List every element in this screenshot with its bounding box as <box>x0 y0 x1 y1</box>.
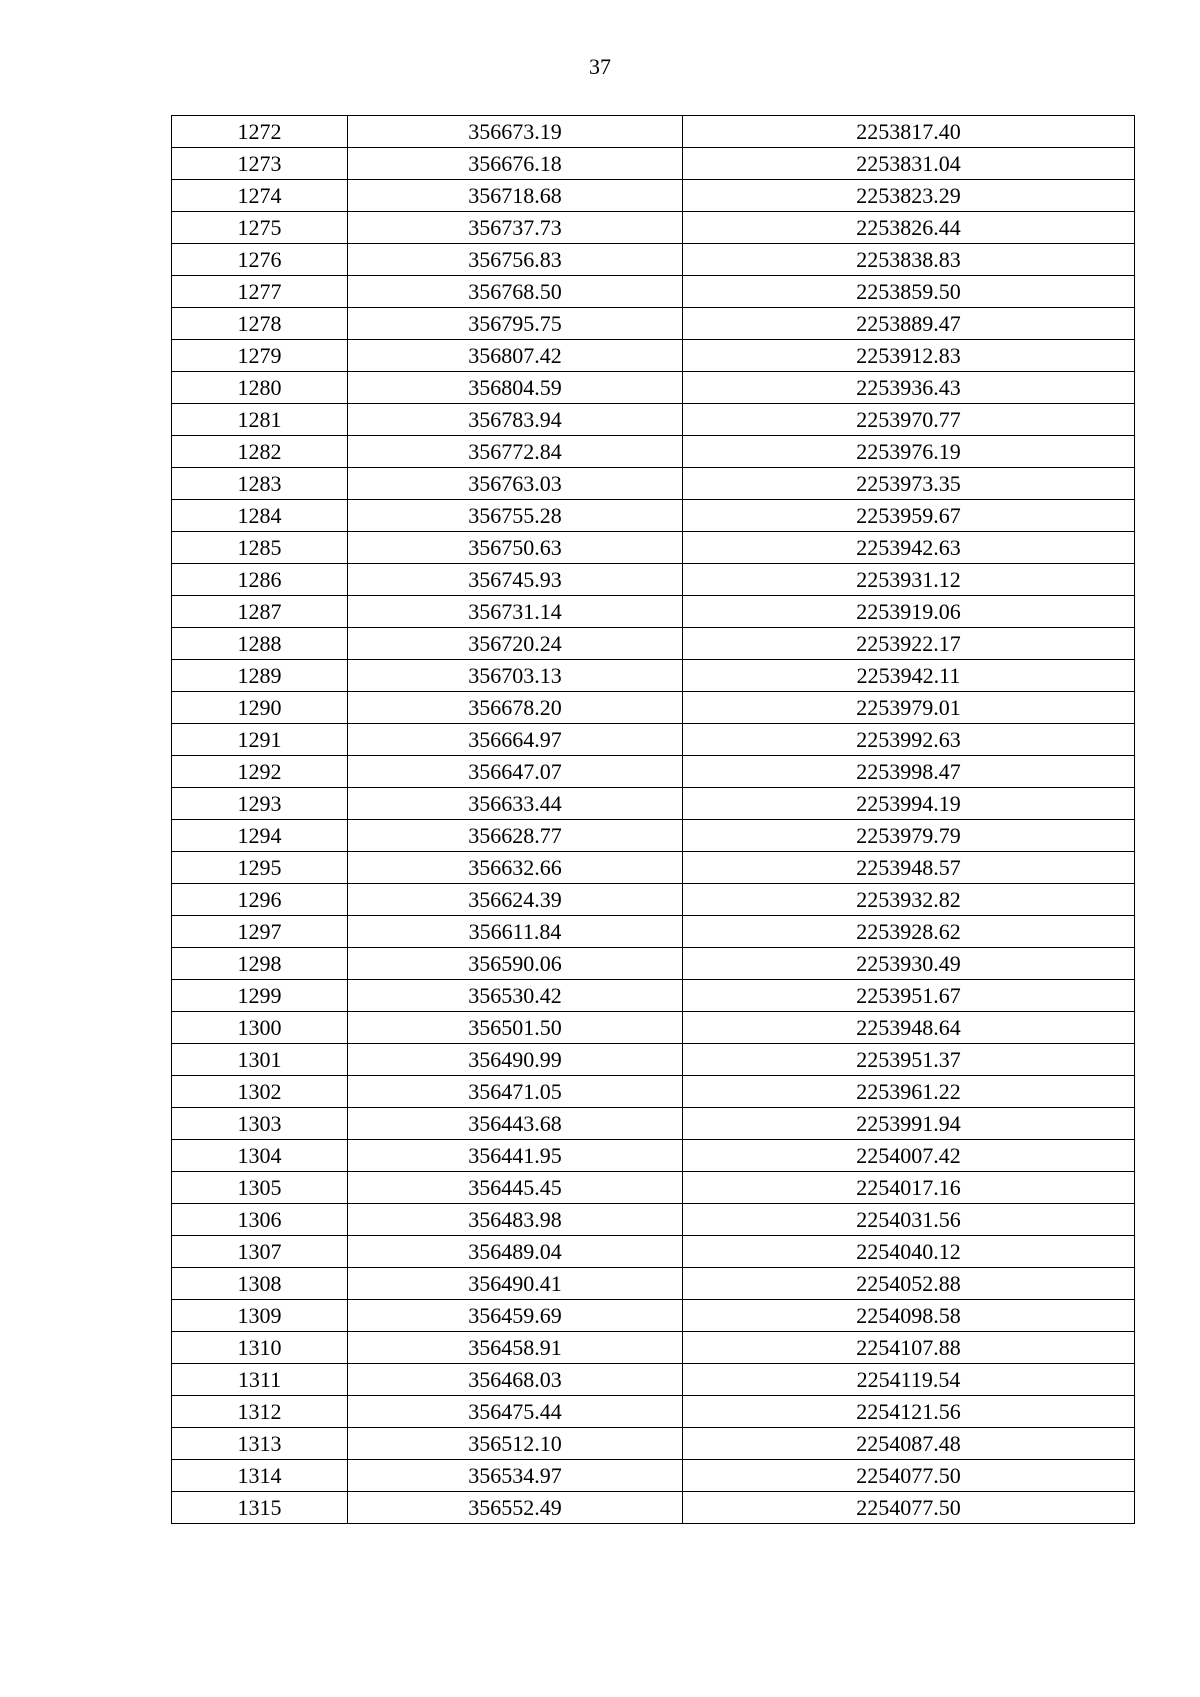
point-number-cell: 1296 <box>172 884 348 916</box>
x-coordinate-cell: 356737.73 <box>348 212 683 244</box>
table-row <box>172 980 1135 1012</box>
table-row <box>172 1428 1135 1460</box>
x-coordinate-cell: 356512.10 <box>348 1428 683 1460</box>
table-row <box>172 820 1135 852</box>
x-coordinate-cell: 356490.41 <box>348 1268 683 1300</box>
table-row <box>172 468 1135 500</box>
table-row <box>172 148 1135 180</box>
y-coordinate-cell: 2253951.67 <box>683 980 1135 1012</box>
point-number-cell: 1300 <box>172 1012 348 1044</box>
point-number-cell: 1297 <box>172 916 348 948</box>
y-coordinate-cell: 2254031.56 <box>683 1204 1135 1236</box>
x-coordinate-cell: 356756.83 <box>348 244 683 276</box>
x-coordinate-cell: 356750.63 <box>348 532 683 564</box>
table-row <box>172 1364 1135 1396</box>
table-row <box>172 724 1135 756</box>
table-row <box>172 628 1135 660</box>
x-coordinate-cell: 356445.45 <box>348 1172 683 1204</box>
table-row <box>172 276 1135 308</box>
x-coordinate-cell: 356664.97 <box>348 724 683 756</box>
x-coordinate-cell: 356501.50 <box>348 1012 683 1044</box>
x-coordinate-cell: 356534.97 <box>348 1460 683 1492</box>
y-coordinate-cell: 2254007.42 <box>683 1140 1135 1172</box>
table-row <box>172 1140 1135 1172</box>
y-coordinate-cell: 2253859.50 <box>683 276 1135 308</box>
x-coordinate-cell: 356795.75 <box>348 308 683 340</box>
point-number-cell: 1276 <box>172 244 348 276</box>
y-coordinate-cell: 2253936.43 <box>683 372 1135 404</box>
table-row <box>172 916 1135 948</box>
y-coordinate-cell: 2253932.82 <box>683 884 1135 916</box>
y-coordinate-cell: 2253951.37 <box>683 1044 1135 1076</box>
x-coordinate-cell: 356458.91 <box>348 1332 683 1364</box>
point-number-cell: 1315 <box>172 1492 348 1524</box>
point-number-cell: 1290 <box>172 692 348 724</box>
x-coordinate-cell: 356718.68 <box>348 180 683 212</box>
x-coordinate-cell: 356552.49 <box>348 1492 683 1524</box>
table-row <box>172 1460 1135 1492</box>
point-number-cell: 1313 <box>172 1428 348 1460</box>
x-coordinate-cell: 356590.06 <box>348 948 683 980</box>
y-coordinate-cell: 2253826.44 <box>683 212 1135 244</box>
y-coordinate-cell: 2253948.64 <box>683 1012 1135 1044</box>
table-row <box>172 884 1135 916</box>
table-row <box>172 244 1135 276</box>
x-coordinate-cell: 356703.13 <box>348 660 683 692</box>
page-number: 37 <box>589 54 611 79</box>
x-coordinate-cell: 356490.99 <box>348 1044 683 1076</box>
x-coordinate-cell: 356441.95 <box>348 1140 683 1172</box>
y-coordinate-cell: 2253994.19 <box>683 788 1135 820</box>
x-coordinate-cell: 356489.04 <box>348 1236 683 1268</box>
table-row <box>172 404 1135 436</box>
x-coordinate-cell: 356678.20 <box>348 692 683 724</box>
point-number-cell: 1283 <box>172 468 348 500</box>
x-coordinate-cell: 356676.18 <box>348 148 683 180</box>
x-coordinate-cell: 356624.39 <box>348 884 683 916</box>
point-number-cell: 1285 <box>172 532 348 564</box>
y-coordinate-cell: 2254087.48 <box>683 1428 1135 1460</box>
y-coordinate-cell: 2254077.50 <box>683 1460 1135 1492</box>
y-coordinate-cell: 2253976.19 <box>683 436 1135 468</box>
y-coordinate-cell: 2253998.47 <box>683 756 1135 788</box>
point-number-cell: 1314 <box>172 1460 348 1492</box>
x-coordinate-cell: 356768.50 <box>348 276 683 308</box>
table-row <box>172 1044 1135 1076</box>
point-number-cell: 1277 <box>172 276 348 308</box>
point-number-cell: 1291 <box>172 724 348 756</box>
y-coordinate-cell: 2253959.67 <box>683 500 1135 532</box>
y-coordinate-cell: 2253838.83 <box>683 244 1135 276</box>
x-coordinate-cell: 356807.42 <box>348 340 683 372</box>
y-coordinate-cell: 2253942.11 <box>683 660 1135 692</box>
coordinates-table-body <box>172 116 1135 1524</box>
x-coordinate-cell: 356632.66 <box>348 852 683 884</box>
table-row <box>172 660 1135 692</box>
y-coordinate-cell: 2253889.47 <box>683 308 1135 340</box>
point-number-cell: 1275 <box>172 212 348 244</box>
x-coordinate-cell: 356647.07 <box>348 756 683 788</box>
table-row <box>172 1012 1135 1044</box>
table-row <box>172 852 1135 884</box>
x-coordinate-cell: 356755.28 <box>348 500 683 532</box>
x-coordinate-cell: 356483.98 <box>348 1204 683 1236</box>
table-row <box>172 1236 1135 1268</box>
point-number-cell: 1280 <box>172 372 348 404</box>
point-number-cell: 1299 <box>172 980 348 1012</box>
table-row <box>172 436 1135 468</box>
x-coordinate-cell: 356673.19 <box>348 116 683 148</box>
point-number-cell: 1286 <box>172 564 348 596</box>
y-coordinate-cell: 2254107.88 <box>683 1332 1135 1364</box>
point-number-cell: 1287 <box>172 596 348 628</box>
point-number-cell: 1282 <box>172 436 348 468</box>
point-number-cell: 1306 <box>172 1204 348 1236</box>
x-coordinate-cell: 356475.44 <box>348 1396 683 1428</box>
x-coordinate-cell: 356745.93 <box>348 564 683 596</box>
table-row <box>172 564 1135 596</box>
point-number-cell: 1293 <box>172 788 348 820</box>
y-coordinate-cell: 2253930.49 <box>683 948 1135 980</box>
table-row <box>172 340 1135 372</box>
point-number-cell: 1288 <box>172 628 348 660</box>
y-coordinate-cell: 2253823.29 <box>683 180 1135 212</box>
y-coordinate-cell: 2253922.17 <box>683 628 1135 660</box>
table-row <box>172 1108 1135 1140</box>
point-number-cell: 1304 <box>172 1140 348 1172</box>
table-row <box>172 180 1135 212</box>
y-coordinate-cell: 2253942.63 <box>683 532 1135 564</box>
table-row <box>172 596 1135 628</box>
point-number-cell: 1311 <box>172 1364 348 1396</box>
y-coordinate-cell: 2253970.77 <box>683 404 1135 436</box>
point-number-cell: 1309 <box>172 1300 348 1332</box>
y-coordinate-cell: 2254017.16 <box>683 1172 1135 1204</box>
y-coordinate-cell: 2253979.79 <box>683 820 1135 852</box>
y-coordinate-cell: 2254098.58 <box>683 1300 1135 1332</box>
y-coordinate-cell: 2253991.94 <box>683 1108 1135 1140</box>
y-coordinate-cell: 2253973.35 <box>683 468 1135 500</box>
point-number-cell: 1294 <box>172 820 348 852</box>
point-number-cell: 1303 <box>172 1108 348 1140</box>
y-coordinate-cell: 2254052.88 <box>683 1268 1135 1300</box>
point-number-cell: 1308 <box>172 1268 348 1300</box>
point-number-cell: 1281 <box>172 404 348 436</box>
point-number-cell: 1305 <box>172 1172 348 1204</box>
point-number-cell: 1284 <box>172 500 348 532</box>
table-row <box>172 372 1135 404</box>
table-row <box>172 1204 1135 1236</box>
x-coordinate-cell: 356772.84 <box>348 436 683 468</box>
x-coordinate-cell: 356443.68 <box>348 1108 683 1140</box>
y-coordinate-cell: 2253931.12 <box>683 564 1135 596</box>
y-coordinate-cell: 2253992.63 <box>683 724 1135 756</box>
table-row <box>172 532 1135 564</box>
x-coordinate-cell: 356471.05 <box>348 1076 683 1108</box>
y-coordinate-cell: 2253961.22 <box>683 1076 1135 1108</box>
table-row <box>172 1492 1135 1524</box>
table-row <box>172 1076 1135 1108</box>
table-row <box>172 1332 1135 1364</box>
table-row <box>172 756 1135 788</box>
x-coordinate-cell: 356459.69 <box>348 1300 683 1332</box>
table-row <box>172 212 1135 244</box>
y-coordinate-cell: 2254119.54 <box>683 1364 1135 1396</box>
point-number-cell: 1302 <box>172 1076 348 1108</box>
table-row <box>172 692 1135 724</box>
table-row <box>172 1268 1135 1300</box>
table-row <box>172 1396 1135 1428</box>
point-number-cell: 1272 <box>172 116 348 148</box>
point-number-cell: 1289 <box>172 660 348 692</box>
y-coordinate-cell: 2254121.56 <box>683 1396 1135 1428</box>
x-coordinate-cell: 356633.44 <box>348 788 683 820</box>
x-coordinate-cell: 356720.24 <box>348 628 683 660</box>
point-number-cell: 1278 <box>172 308 348 340</box>
x-coordinate-cell: 356804.59 <box>348 372 683 404</box>
point-number-cell: 1298 <box>172 948 348 980</box>
point-number-cell: 1307 <box>172 1236 348 1268</box>
y-coordinate-cell: 2253979.01 <box>683 692 1135 724</box>
table-row <box>172 788 1135 820</box>
point-number-cell: 1273 <box>172 148 348 180</box>
x-coordinate-cell: 356763.03 <box>348 468 683 500</box>
table-row <box>172 1300 1135 1332</box>
point-number-cell: 1292 <box>172 756 348 788</box>
x-coordinate-cell: 356731.14 <box>348 596 683 628</box>
x-coordinate-cell: 356783.94 <box>348 404 683 436</box>
table-row <box>172 948 1135 980</box>
x-coordinate-cell: 356468.03 <box>348 1364 683 1396</box>
table-row <box>172 116 1135 148</box>
point-number-cell: 1279 <box>172 340 348 372</box>
y-coordinate-cell: 2254040.12 <box>683 1236 1135 1268</box>
point-number-cell: 1310 <box>172 1332 348 1364</box>
y-coordinate-cell: 2253919.06 <box>683 596 1135 628</box>
x-coordinate-cell: 356530.42 <box>348 980 683 1012</box>
x-coordinate-cell: 356628.77 <box>348 820 683 852</box>
coordinates-table <box>171 115 1135 1524</box>
x-coordinate-cell: 356611.84 <box>348 916 683 948</box>
point-number-cell: 1301 <box>172 1044 348 1076</box>
y-coordinate-cell: 2254077.50 <box>683 1492 1135 1524</box>
point-number-cell: 1295 <box>172 852 348 884</box>
table-row <box>172 1172 1135 1204</box>
y-coordinate-cell: 2253817.40 <box>683 116 1135 148</box>
y-coordinate-cell: 2253948.57 <box>683 852 1135 884</box>
y-coordinate-cell: 2253928.62 <box>683 916 1135 948</box>
table-row <box>172 308 1135 340</box>
point-number-cell: 1312 <box>172 1396 348 1428</box>
y-coordinate-cell: 2253912.83 <box>683 340 1135 372</box>
y-coordinate-cell: 2253831.04 <box>683 148 1135 180</box>
table-row <box>172 500 1135 532</box>
point-number-cell: 1274 <box>172 180 348 212</box>
